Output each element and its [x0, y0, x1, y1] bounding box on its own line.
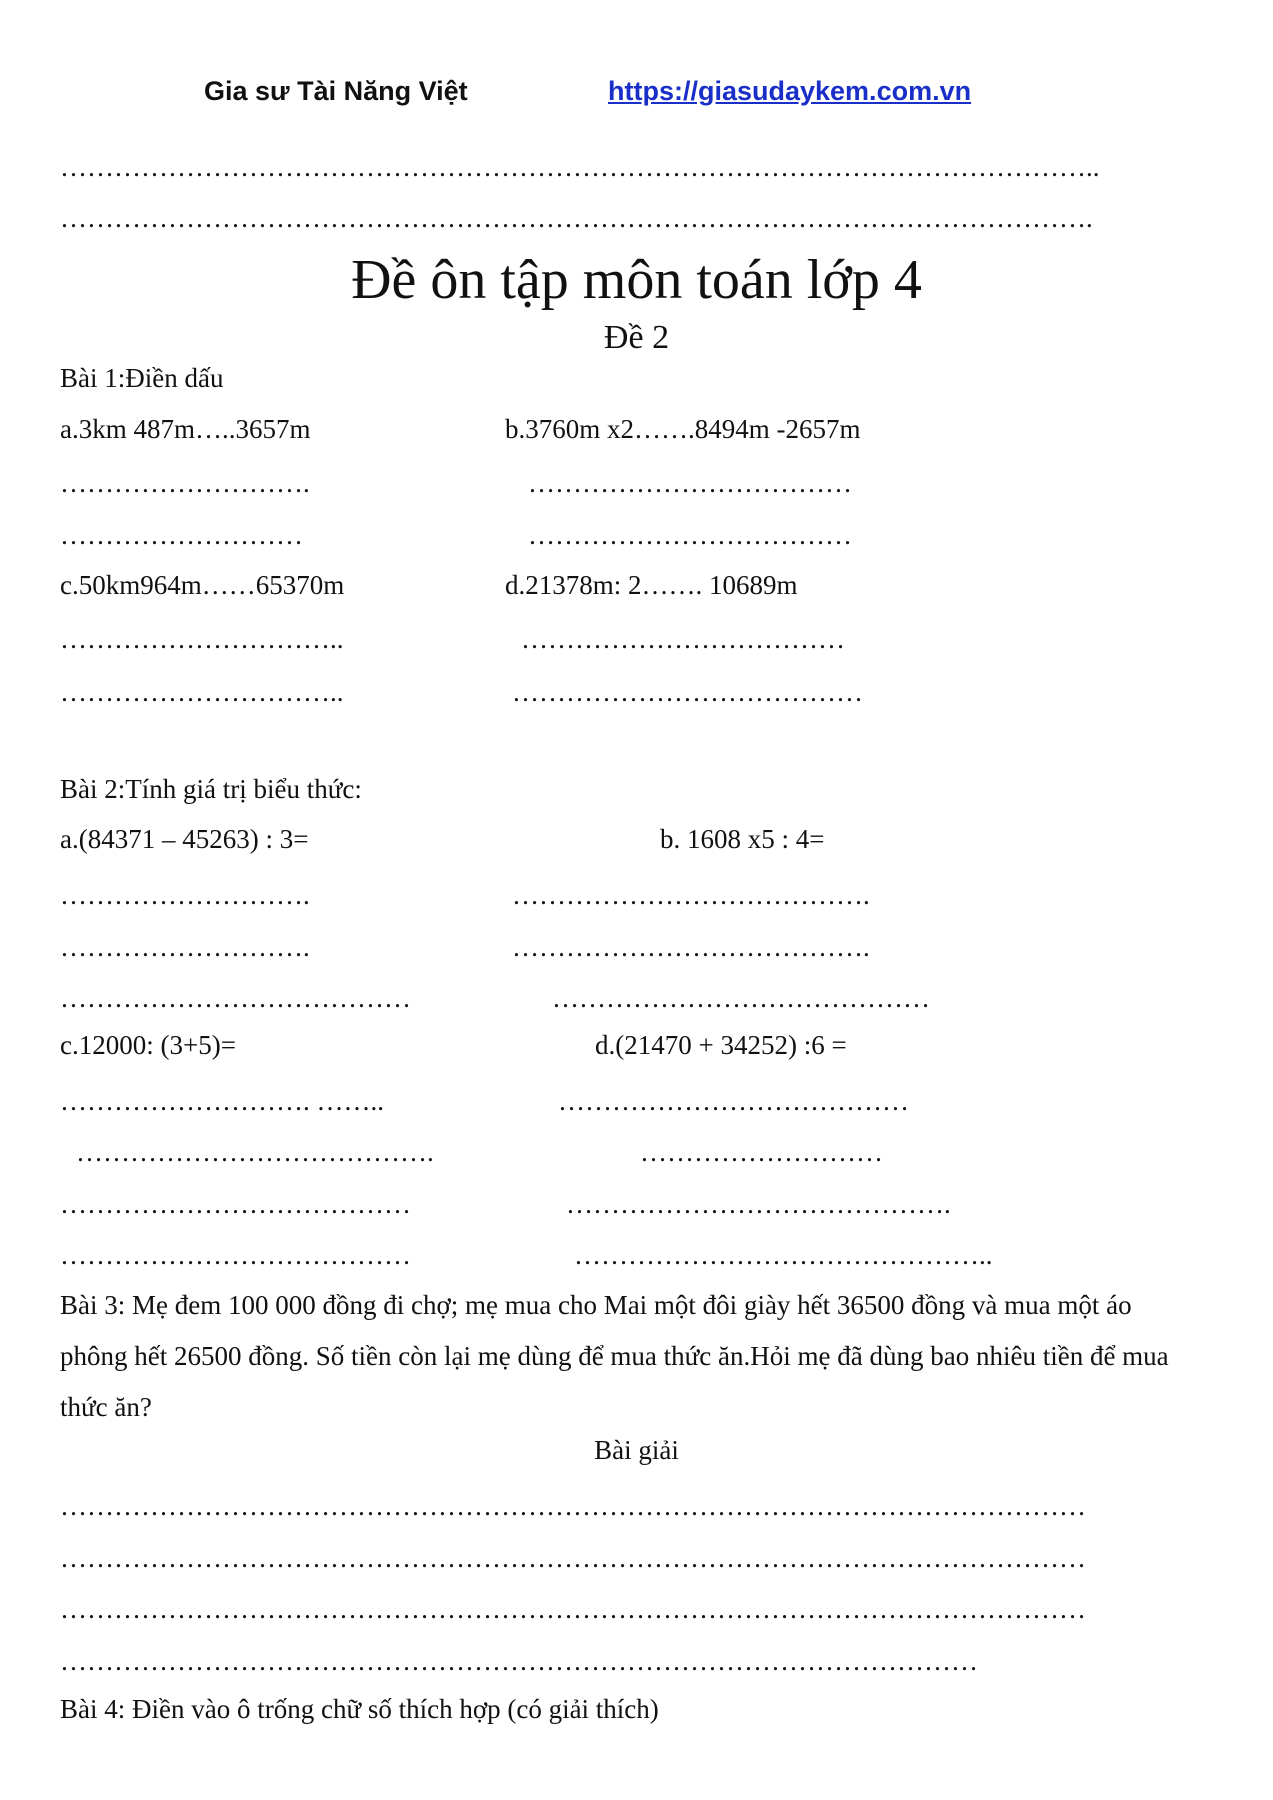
solution-label: Bài giải [594, 1435, 679, 1465]
page-title: Đề ôn tập môn toán lớp 4 [351, 249, 922, 311]
answer-line: ………………………………… [512, 677, 863, 707]
bai1-heading: Bài 1:Điền dấu [60, 363, 224, 393]
dotted-line: ……………………………………………………………………………………………………. [60, 203, 1093, 233]
bai1-a: a.3km 487m…..3657m [60, 414, 311, 444]
answer-line: ………………………………… [558, 1086, 909, 1116]
answer-line: ………………………………… [60, 983, 411, 1013]
answer-line: ………………………………… [60, 1240, 411, 1270]
bai2-d: d.(21470 + 34252) :6 = [595, 1030, 847, 1060]
answer-line: …………………………………………………………………………………………………… [60, 1594, 1086, 1624]
answer-line: ………………………….. [60, 624, 344, 654]
answer-line: ……………………… [60, 520, 303, 550]
answer-line: …………………………………… [552, 983, 930, 1013]
header-link[interactable]: https://giasudaykem.com.vn [608, 76, 972, 106]
bai2-a: a.(84371 – 45263) : 3= [60, 824, 309, 854]
answer-line: …………………………………. [512, 880, 870, 910]
answer-line: ………………………………………………………………………………………… [60, 1646, 978, 1676]
bai1-c: c.50km964m……65370m [60, 570, 345, 600]
bai2-c: c.12000: (3+5)= [60, 1030, 236, 1060]
answer-line: ………………………. [60, 880, 310, 910]
header-brand: Gia sư Tài Năng Việt [204, 76, 468, 106]
answer-line: …………………………………. [76, 1137, 434, 1167]
answer-line: …………………………………………………………………………………………………… [60, 1543, 1086, 1573]
answer-line: …………………………………. [512, 932, 870, 962]
bai2-b: b. 1608 x5 : 4= [660, 824, 825, 854]
answer-line: …………………………………………………………………………………………………… [60, 1491, 1086, 1521]
answer-line: ………………………. [60, 932, 310, 962]
answer-line: ………………………. [60, 468, 310, 498]
bai2-heading: Bài 2:Tính giá trị biểu thức: [60, 774, 362, 804]
bai1-d: d.21378m: 2……. 10689m [505, 570, 798, 600]
page-subtitle: Đề 2 [603, 319, 670, 356]
answer-line: ……………………………… [528, 468, 852, 498]
dotted-line: …………………………………………………………………………………………………….. [60, 152, 1100, 182]
answer-line: ……………………………… [521, 624, 845, 654]
bai1-b: b.3760m x2…….8494m -2657m [505, 414, 861, 444]
answer-line: ……………………………………….. [574, 1240, 993, 1270]
bai3-problem: Bài 3: Mẹ đem 100 000 đồng đi chợ; mẹ mua cho Mai một đôi giày hết 36500 đồng và mua một áo phông hết 26500 đồng. Số tiền còn lại mẹ dùng để mua thức ăn.Hỏi mẹ đã dùng bao nhiêu tiền để mua thức ăn? [60, 1290, 1169, 1422]
answer-line: ……………………… [640, 1137, 883, 1167]
bai4-heading: Bài 4: Điền vào ô trống chữ số thích hợp (có giải thích) [60, 1694, 659, 1724]
answer-line: ……………………………………. [566, 1189, 951, 1219]
answer-line: ………………………………… [60, 1189, 411, 1219]
answer-line: ………………………….. [60, 677, 344, 707]
answer-line: ………………………. …….. [60, 1086, 384, 1116]
answer-line: ……………………………… [528, 520, 852, 550]
